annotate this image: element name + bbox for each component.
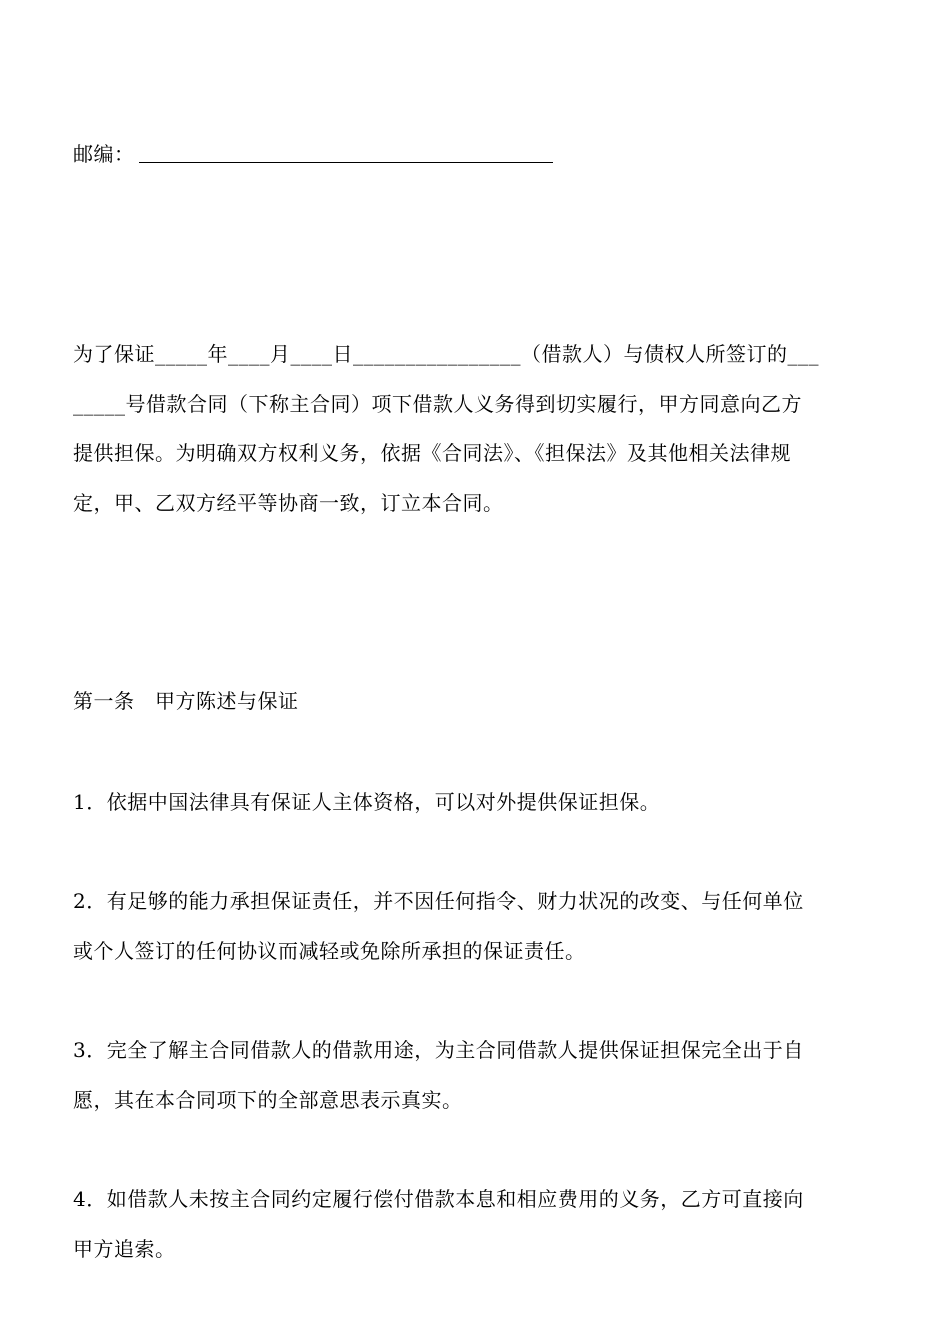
postcode-line <box>73 138 879 167</box>
item-line: 2．有足够的能力承担保证责任，并不因任何指令、财力状况的改变、与任何单位 <box>73 889 804 913</box>
item-line: 4．如借款人未按主合同约定履行偿付借款本息和相应费用的义务，乙方可直接向 <box>73 1187 804 1211</box>
item-line: 1．依据中国法律具有保证人主体资格，可以对外提供保证担保。 <box>73 790 661 814</box>
preamble-line: 定，甲、乙双方经平等协商一致，订立本合同。 <box>73 491 504 515</box>
item-line: 甲方追索。 <box>73 1237 176 1261</box>
item-line: 或个人签订的任何协议而减轻或免除所承担的保证责任。 <box>73 939 586 963</box>
preamble-line: _____号借款合同（下称主合同）项下借款人义务得到切实履行，甲方同意向乙方 <box>73 392 802 416</box>
postcode-blank[interactable] <box>139 162 553 163</box>
item-line: 愿，其在本合同项下的全部意思表示真实。 <box>73 1088 463 1112</box>
preamble-line: 为了保证_____年____月____日________________（借款人）与债权人所签订的___ <box>73 342 819 366</box>
postcode-label: 邮编： <box>73 142 135 166</box>
item-line: 3．完全了解主合同借款人的借款用途，为主合同借款人提供保证担保完全出于自 <box>73 1038 804 1062</box>
article-1-heading: 第一条 甲方陈述与保证 <box>73 689 299 713</box>
preamble-line: 提供担保。为明确双方权利义务，依据《合同法》、《担保法》及其他相关法律规 <box>73 441 791 465</box>
